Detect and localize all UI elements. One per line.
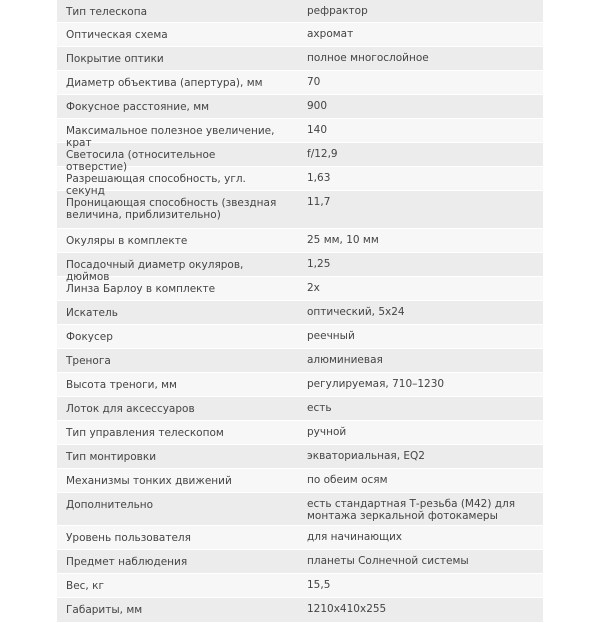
spec-key: Уровень пользователя xyxy=(66,532,191,544)
spec-key: Оптическая схема xyxy=(66,29,168,41)
spec-key: Вес, кг xyxy=(66,580,104,592)
spec-key: Лоток для аксессуаров xyxy=(66,403,195,415)
table-row xyxy=(57,349,543,373)
spec-key: Искатель xyxy=(66,307,118,319)
table-row xyxy=(57,574,543,598)
spec-value: рефрактор xyxy=(307,5,368,17)
spec-key: Тип управления телескопом xyxy=(66,427,224,439)
spec-table xyxy=(57,0,543,623)
table-row xyxy=(57,550,543,574)
spec-value: оптический, 5x24 xyxy=(307,306,405,318)
spec-key: Тип монтировки xyxy=(66,451,157,463)
spec-value: f/12,9 xyxy=(307,148,338,160)
spec-value: ахромат xyxy=(307,28,354,40)
spec-value: ручной xyxy=(307,426,347,438)
spec-value: 2x xyxy=(307,282,320,294)
table-row xyxy=(57,301,543,325)
spec-value: 1,25 xyxy=(307,258,331,270)
spec-key: Проницающая способность (звездная величина, приблизительно) xyxy=(66,197,277,221)
spec-value: 70 xyxy=(307,76,321,88)
spec-key: Разрешающая способность, угл. секунд xyxy=(66,173,246,197)
table-row xyxy=(57,191,543,229)
spec-key: Габариты, мм xyxy=(66,604,143,616)
table-row xyxy=(57,119,543,149)
table-row xyxy=(57,397,543,421)
table-row xyxy=(57,0,543,23)
spec-value: 15,5 xyxy=(307,579,331,591)
spec-value: по обеим осям xyxy=(307,474,388,486)
spec-key: Посадочный диаметр окуляров, дюймов xyxy=(66,259,244,283)
spec-key: Диаметр объектива (апертура), мм xyxy=(66,77,263,89)
spec-value: алюминиевая xyxy=(307,354,383,366)
table-row xyxy=(57,421,543,445)
table-row xyxy=(57,469,543,493)
spec-value: планеты Солнечной системы xyxy=(307,555,469,567)
spec-key: Максимальное полезное увеличение, крат xyxy=(66,125,275,149)
table-row xyxy=(57,167,543,197)
spec-value: есть стандартная Т-резьба (М42) для монтажа зеркальной фотокамеры xyxy=(307,498,516,522)
table-row xyxy=(57,23,543,47)
table-row xyxy=(57,143,543,173)
spec-key: Линза Барлоу в комплекте xyxy=(66,283,216,295)
spec-key: Механизмы тонких движений xyxy=(66,475,232,487)
spec-key: Покрытие оптики xyxy=(66,53,164,65)
table-row xyxy=(57,229,543,253)
spec-value: для начинающих xyxy=(307,531,403,543)
table-row xyxy=(57,598,543,623)
table-row xyxy=(57,493,543,526)
spec-value: есть xyxy=(307,402,332,414)
table-row xyxy=(57,71,543,95)
spec-value: 25 мм, 10 мм xyxy=(307,234,379,246)
spec-value: регулируемая, 710–1230 xyxy=(307,378,445,390)
spec-key: Предмет наблюдения xyxy=(66,556,188,568)
spec-value: 1,63 xyxy=(307,172,331,184)
spec-value: 1210x410x255 xyxy=(307,603,387,615)
spec-value: 140 xyxy=(307,124,328,136)
spec-key: Тренога xyxy=(66,355,111,367)
table-row xyxy=(57,253,543,283)
table-row xyxy=(57,526,543,550)
spec-key: Фокусное расстояние, мм xyxy=(66,101,210,113)
table-row xyxy=(57,445,543,469)
table-row xyxy=(57,95,543,119)
table-row xyxy=(57,47,543,71)
spec-key: Светосила (относительное отверстие) xyxy=(66,149,216,173)
spec-key: Окуляры в комплекте xyxy=(66,235,188,247)
spec-value: экваториальная, EQ2 xyxy=(307,450,425,462)
spec-value: полное многослойное xyxy=(307,52,429,64)
spec-value: 900 xyxy=(307,100,328,112)
spec-key: Тип телескопа xyxy=(66,6,148,18)
table-row xyxy=(57,277,543,301)
spec-key: Высота треноги, мм xyxy=(66,379,177,391)
spec-value: реечный xyxy=(307,330,355,342)
spec-key: Фокусер xyxy=(66,331,113,343)
spec-key: Дополнительно xyxy=(66,499,154,511)
spec-value: 11,7 xyxy=(307,196,331,208)
table-row xyxy=(57,373,543,397)
table-row xyxy=(57,325,543,349)
